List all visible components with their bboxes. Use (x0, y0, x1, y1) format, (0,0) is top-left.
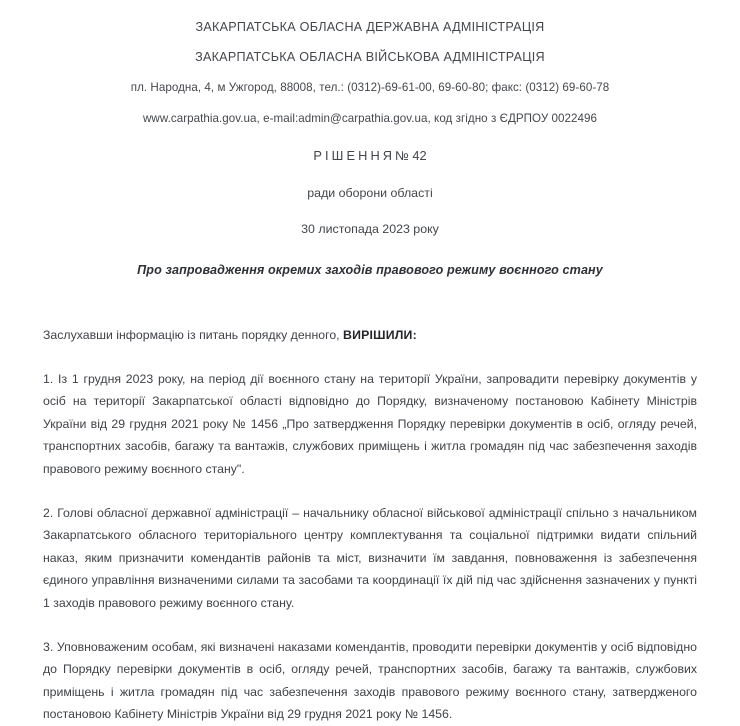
decision-heading-block (0, 145, 740, 280)
issuing-body: ради оборони області (307, 186, 433, 200)
body-paragraph-1: 1. Із 1 грудня 2023 року, на період дії воєнного стану на території України, запровадити перевірку документів у осіб на території Закарпатської області відповідно до Порядку, визначеному постановою Кабінету Міністрів України від 29 грудня 2021 року № 1456 „Про затвердження Порядку перевірки документів в осіб, огляду речей, транспортних засобів, багажу та вантажів, службових приміщень і житла громадян під час забезпечення заходів правового режиму воєнного стану". (43, 371, 697, 476)
decision-heading-number: № 42 (395, 148, 427, 163)
letterhead (0, 0, 740, 134)
preamble-text: Заслухавши інформацію із питань порядку денного, (43, 328, 343, 342)
preamble-emphasis: ВИРІШИЛИ: (343, 328, 417, 342)
body-paragraph-3: 3. Уповноваженим особам, які визначені наказами комендантів, проводити перевірки документів у осіб відповідно до Порядку перевірки документів в осіб, огляду речей, транспортних засобів, багажу та вантажів, службових приміщень і житла громадян під час забезпечення заходів правового режиму воєнного стану, затвердженого постановою Кабінету Міністрів України від 29 грудня 2021 року № 1456. (43, 639, 697, 722)
organization-name-military-admin: ЗАКАРПАТСЬКА ОБЛАСНА ВІЙСЬКОВА АДМІНІСТРАЦІЯ (195, 50, 545, 64)
decision-title-line (0, 145, 740, 167)
document-body (43, 280, 697, 726)
organization-name-state-admin: ЗАКАРПАТСЬКА ОБЛАСНА ДЕРЖАВНА АДМІНІСТРАЦІЯ (195, 20, 545, 34)
preamble-paragraph (43, 324, 697, 347)
website-email-line: www.carpathia.gov.ua, e-mail:admin@carpathia.gov.ua, код згідно з ЄДРПОУ 0022496 (142, 112, 598, 125)
contact-address-line: пл. Народна, 4, м Ужгород, 88008, тел.: (0312)-69-61-00, 69-60-80; факс: (0312) 69-60-78 (130, 81, 610, 94)
decision-heading-word: РІШЕННЯ (313, 148, 396, 163)
body-paragraph-2: 2. Голові обласної державної адміністрації – начальнику обласної військової адміністрації спільно з начальником Закарпатського обласного територіального центру комплектування та соціальної підтримки видати спільний наказ, яким призначити комендантів районів та міст, визначити їм завдання, повноваження із забезпечення єдиного управління визначеними силами та засобами та координації їх дій під час здійснення зазначених у пункті 1 заходів правового режиму воєнного стану. (43, 505, 697, 610)
decision-subject: Про запровадження окремих заходів правового режиму воєнного стану (137, 263, 603, 277)
decision-date: 30 листопада 2023 року (301, 222, 439, 236)
